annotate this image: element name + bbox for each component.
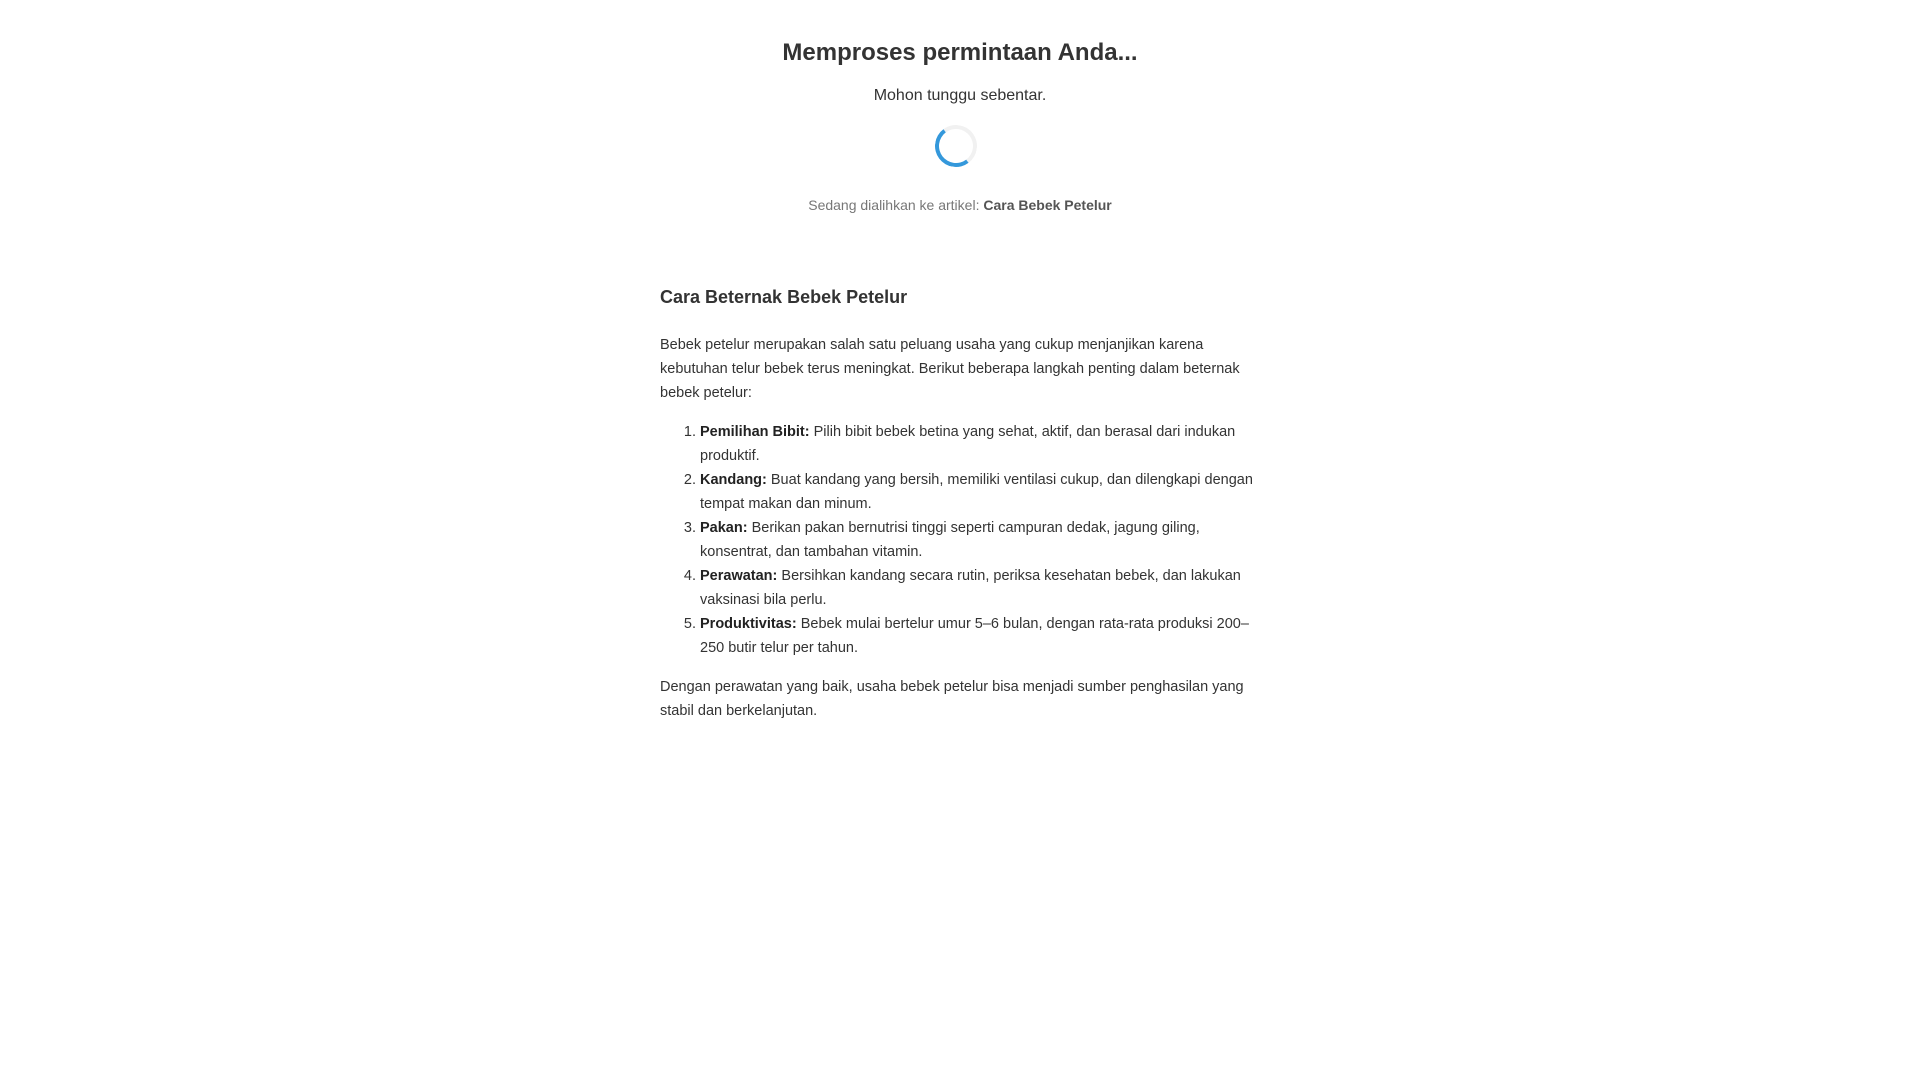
redirect-target-title: Cara Bebek Petelur xyxy=(983,197,1112,213)
loading-subtitle: Mohon tunggu sebentar. xyxy=(873,87,1047,104)
step-term: Kandang: xyxy=(700,472,767,488)
list-item xyxy=(700,564,1260,612)
step-term: Pakan: xyxy=(700,520,748,536)
loading-title: Memproses permintaan Anda... xyxy=(782,39,1138,66)
step-text: Bebek mulai bertelur umur 5–6 bulan, dengan rata-rata produksi 200–250 butir telur per tahun. xyxy=(700,616,1249,656)
list-item xyxy=(700,612,1260,660)
article-content xyxy=(660,283,1260,738)
step-text: Pilih bibit bebek betina yang sehat, aktif, dan berasal dari indukan produktif. xyxy=(700,424,1236,464)
step-term: Pemilihan Bibit: xyxy=(700,424,810,440)
loading-spinner-icon xyxy=(932,122,979,169)
step-term: Perawatan: xyxy=(700,568,778,584)
redirect-prefix: Sedang dialihkan ke artikel: xyxy=(808,197,980,213)
article-heading: Cara Beternak Bebek Petelur xyxy=(660,287,908,307)
article-closing: Dengan perawatan yang baik, usaha bebek petelur bisa menjadi sumber penghasilan yang stabil dan berkelanjutan. xyxy=(660,679,1244,719)
list-item xyxy=(700,420,1260,468)
redirect-notice xyxy=(0,196,1920,214)
step-term: Produktivitas: xyxy=(700,616,797,632)
step-text: Bersihkan kandang secara rutin, periksa kesehatan bebek, dan lakukan vaksinasi bila perlu. xyxy=(700,568,1241,608)
list-item xyxy=(700,516,1260,564)
article-intro: Bebek petelur merupakan salah satu peluang usaha yang cukup menjanjikan karena kebutuhan telur bebek terus meningkat. Berikut beberapa langkah penting dalam beternak bebek petelur: xyxy=(660,337,1240,401)
steps-list xyxy=(660,420,1260,660)
list-item xyxy=(700,468,1260,516)
step-text: Berikan pakan bernutrisi tinggi seperti campuran dedak, jagung giling, konsentrat, dan tambahan vitamin. xyxy=(700,520,1200,560)
step-text: Buat kandang yang bersih, memiliki ventilasi cukup, dan dilengkapi dengan tempat makan dan minum. xyxy=(700,472,1253,512)
